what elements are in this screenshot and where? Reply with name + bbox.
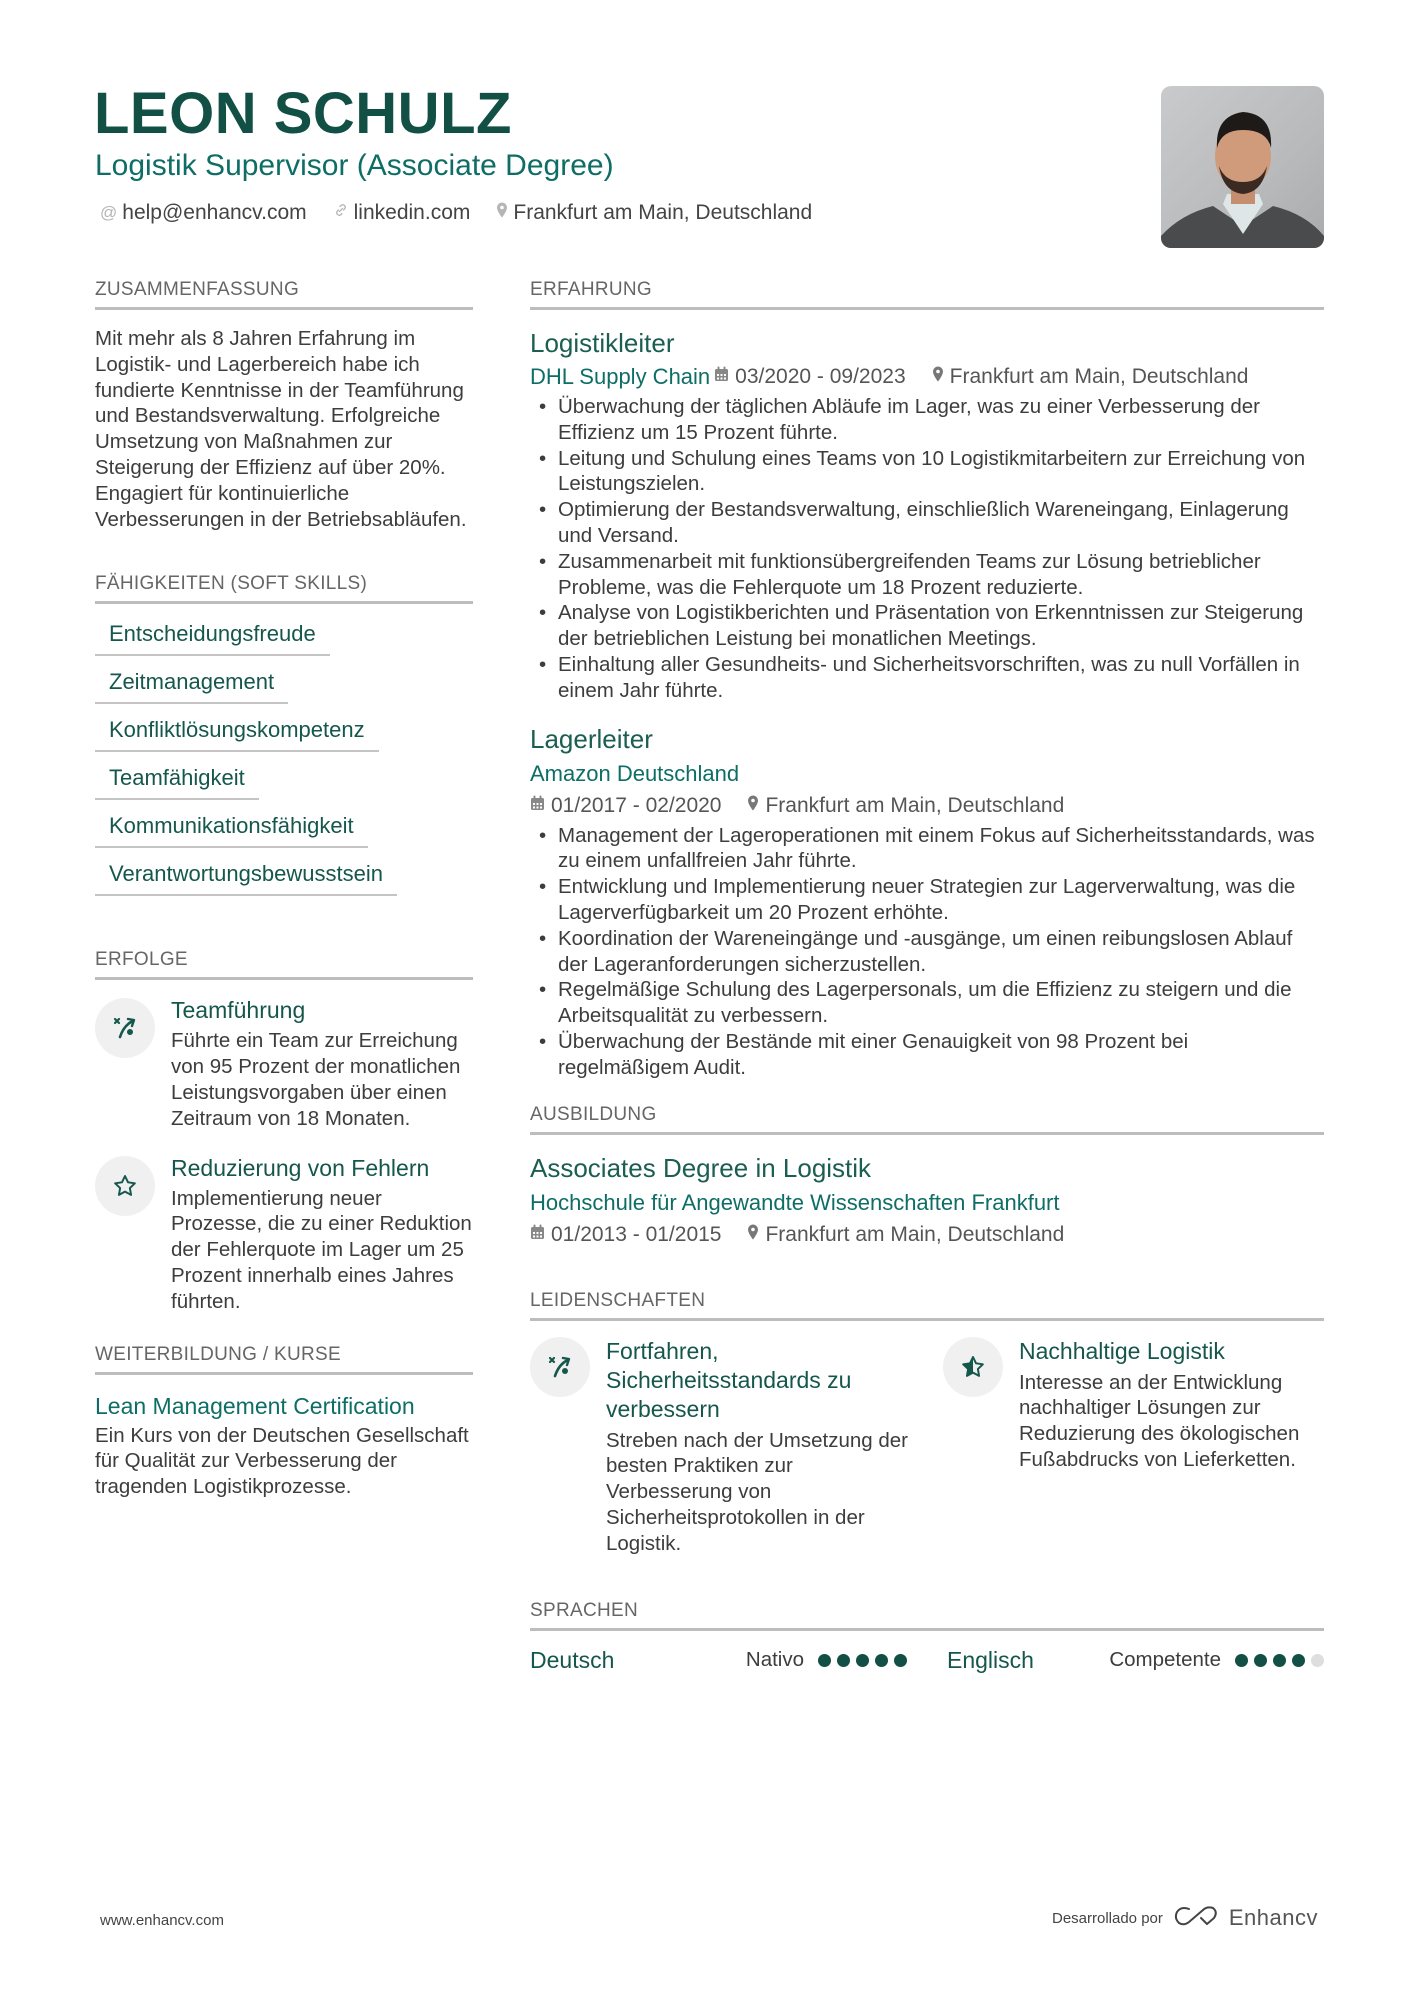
achievement-text: Führte ein Team zur Erreichung von 95 Prozent der monatlichen Leistungsvorgaben über einen Zeitraum von 18 Monaten. [171,1029,461,1130]
section-heading: LEIDENSCHAFTEN [530,1289,1324,1321]
languages-list [530,1647,1324,1674]
contact-location [496,200,812,226]
bullet-item: • Optimierung der Bestandsverwaltung, einschließlich Wareneingang, Einlagerung und Versand. [530,497,1324,549]
bullet-item: • Regelmäßige Schulung des Lagerpersonals, um die Effizienz zu steigern und die Arbeitsqualität zu verbessern. [530,977,1324,1029]
contact-linkedin-text: linkedin.com [353,201,471,224]
language-level: Competente [1109,1648,1221,1672]
language-item [947,1647,1324,1674]
rating-dot-filled [894,1654,907,1667]
strategy-arrow-icon [530,1337,590,1397]
passion-item [530,1337,911,1557]
link-icon [333,200,349,226]
job-entry [530,722,1324,1081]
education-location: Frankfurt am Main, Deutschland [765,1222,1065,1246]
rating-dot-filled [1235,1654,1248,1667]
job-location: Frankfurt am Main, Deutschland [949,365,1249,388]
rating-dot-filled [1273,1654,1286,1667]
skills-list [95,620,473,896]
passion-title: Nachhaltige Logistik [1019,1337,1225,1364]
job-bullets [530,394,1324,704]
language-level: Nativo [745,1648,804,1672]
summary-section [95,278,473,532]
rating-dot-filled [875,1654,888,1667]
section-heading: SPRACHEN [530,1599,1324,1631]
education-dates: 01/2013 - 01/2015 [551,1222,722,1246]
strategy-arrow-icon [95,998,155,1058]
powered-by-label: Desarrollado por [1051,1909,1163,1927]
job-dates: 03/2020 - 09/2023 [735,365,906,388]
contact-email[interactable] [100,200,307,226]
rating-dot-filled [1254,1654,1267,1667]
language-rating [1235,1654,1324,1667]
location-pin-icon [747,792,759,820]
bullet-item: • Analyse von Logistikberichten und Präsentation von Erkenntnissen zur Steigerung der betrieblichen Leistung bei monatlichen Meetings. [530,600,1324,652]
bullet-item: • Entwicklung und Implementierung neuer Strategien zur Lagerverwaltung, was die Lagerverfügbarkeit um 20 Prozent erhöhte. [530,874,1324,926]
rating-dot-empty [1311,1654,1324,1667]
school-name: Hochschule für Angewandte Wissenschaften Frankfurt [530,1189,1060,1215]
company-name: DHL Supply Chain [530,364,711,389]
bullet-item: • Einhaltung aller Gesundheits- und Sicherheitsvorschriften, was zu null Vorfällen in einem Jahr führte. [530,652,1324,704]
calendar-icon [714,363,729,391]
job-meta [530,363,1324,391]
enhancv-logo-icon [1173,1904,1219,1932]
bullet-item: • Überwachung der täglichen Abläufe im Lager, was zu einer Verbesserung der Effizienz um 15 Prozent führte. [530,394,1324,446]
job-meta [530,792,1324,820]
passion-text: Interesse an der Entwicklung nachhaltiger Lösungen zur Reduzierung des ökologischen Fußabdrucks von Lieferketten. [1019,1370,1300,1471]
skill-tag: Teamfähigkeit [95,764,259,800]
contact-email-text: help@enhancv.com [122,201,307,224]
course-text: Ein Kurs von der Deutschen Gesellschaft für Qualität zur Verbesserung der tragenden Logistikprozesse. [95,1423,469,1499]
half-star-icon [943,1337,1003,1397]
bullet-item: • Leitung und Schulung eines Teams von 10 Logistikmitarbeitern zur Erreichung von Leistungszielen. [530,446,1324,498]
left-column [95,278,473,1500]
education-section [530,1103,1324,1249]
contact-linkedin[interactable] [333,200,471,226]
rating-dot-filled [837,1654,850,1667]
calendar-icon [530,792,545,820]
languages-section [530,1599,1324,1674]
job-entry [530,326,1324,704]
courses-section [95,1343,473,1500]
language-item [530,1647,907,1674]
section-heading: ZUSAMMENFASSUNG [95,278,473,310]
bullet-item: • Überwachung der Bestände mit einer Genauigkeit von 98 Prozent bei regelmäßigem Audit. [530,1029,1324,1081]
passion-text: Streben nach der Umsetzung der besten Praktiken zur Verbesserung von Sicherheitsprotokollen in der Logistik. [606,1428,908,1555]
company-name: Amazon Deutschland [530,760,740,786]
skill-tag: Zeitmanagement [95,668,288,704]
contact-location-text: Frankfurt am Main, Deutschland [513,201,813,224]
language-name: Englisch [947,1646,1034,1673]
candidate-name: LEON SCHULZ [94,81,512,146]
achievement-text: Implementierung neuer Prozesse, die zu einer Reduktion der Fehlerquote im Lager um 25 Prozent innerhalb eines Jahres führten. [171,1186,472,1313]
summary-text: Mit mehr als 8 Jahren Erfahrung im Logistik- und Lagerbereich habe ich fundierte Kenntnisse in der Teamführung und Bestandsverwaltung. Erfolgreiche Umsetzung von Maßnahmen zur Steigerung der Effizienz auf über 20%. Engagiert für kontinuierliche Verbesserungen in der Betriebsabläufen. [95,327,467,531]
passions-section [530,1289,1324,1557]
bullet-item: • Zusammenarbeit mit funktionsübergreifenden Teams zur Lösung betrieblicher Probleme, was die Fehlerquote um 18 Prozent reduzierte. [530,549,1324,601]
course-title: Lean Management Certification [95,1392,415,1419]
job-location: Frankfurt am Main, Deutschland [765,793,1065,817]
bullet-item: • Koordination der Wareneingänge und -ausgänge, um einen reibungslosen Ablauf der Lageranforderungen sicherzustellen. [530,926,1324,978]
language-name: Deutsch [530,1646,615,1673]
passions-list [530,1337,1324,1557]
section-heading: FÄHIGKEITEN (SOFT SKILLS) [95,572,473,604]
job-title: Logistikleiter [530,328,675,358]
rating-dot-filled [1292,1654,1305,1667]
contact-row [100,200,812,226]
candidate-title: Logistik Supervisor (Associate Degree) [95,149,614,182]
brand-name: Enhancv [1228,1905,1318,1930]
bullet-item: • Management der Lageroperationen mit einem Fokus auf Sicherheitsstandards, was zu einem unfallfreien Jahr führte. [530,823,1324,875]
achievements-section [95,948,473,1314]
degree-title: Associates Degree in Logistik [530,1152,872,1183]
experience-section [530,278,1324,1081]
at-icon: @ [100,203,118,222]
achievement-title: Teamführung [171,997,306,1024]
footer-branding [1052,1904,1318,1932]
passion-item [943,1337,1324,1557]
skill-tag: Verantwortungsbewusstsein [95,860,397,896]
section-heading: WEITERBILDUNG / KURSE [95,1343,473,1375]
section-heading: ERFOLGE [95,948,473,980]
rating-dot-filled [818,1654,831,1667]
skills-section [95,572,473,896]
skill-tag: Entscheidungsfreude [95,620,330,656]
location-pin-icon [932,363,944,391]
education-meta [530,1221,1324,1249]
calendar-icon [530,1221,545,1249]
rating-dot-filled [856,1654,869,1667]
passion-title: Fortfahren, Sicherheitsstandards zu verbessern [606,1337,852,1422]
section-heading: AUSBILDUNG [530,1103,1324,1135]
achievement-item [95,996,473,1131]
location-pin-icon [747,1221,759,1249]
job-dates: 01/2017 - 02/2020 [551,793,722,817]
footer-website[interactable]: www.enhancv.com [100,1912,224,1929]
achievement-item [95,1154,473,1315]
job-title: Lagerleiter [530,723,653,754]
achievement-title: Reduzierung von Fehlern [171,1154,430,1181]
job-bullets [530,823,1324,1081]
profile-photo [1161,86,1324,248]
skill-tag: Konfliktlösungskompetenz [95,716,379,752]
language-rating [818,1654,907,1667]
skill-tag: Kommunikationsfähigkeit [95,812,368,848]
section-heading: ERFAHRUNG [530,278,1324,310]
star-outline-icon [95,1156,155,1216]
right-column [530,278,1324,1674]
location-pin-icon [496,200,508,226]
